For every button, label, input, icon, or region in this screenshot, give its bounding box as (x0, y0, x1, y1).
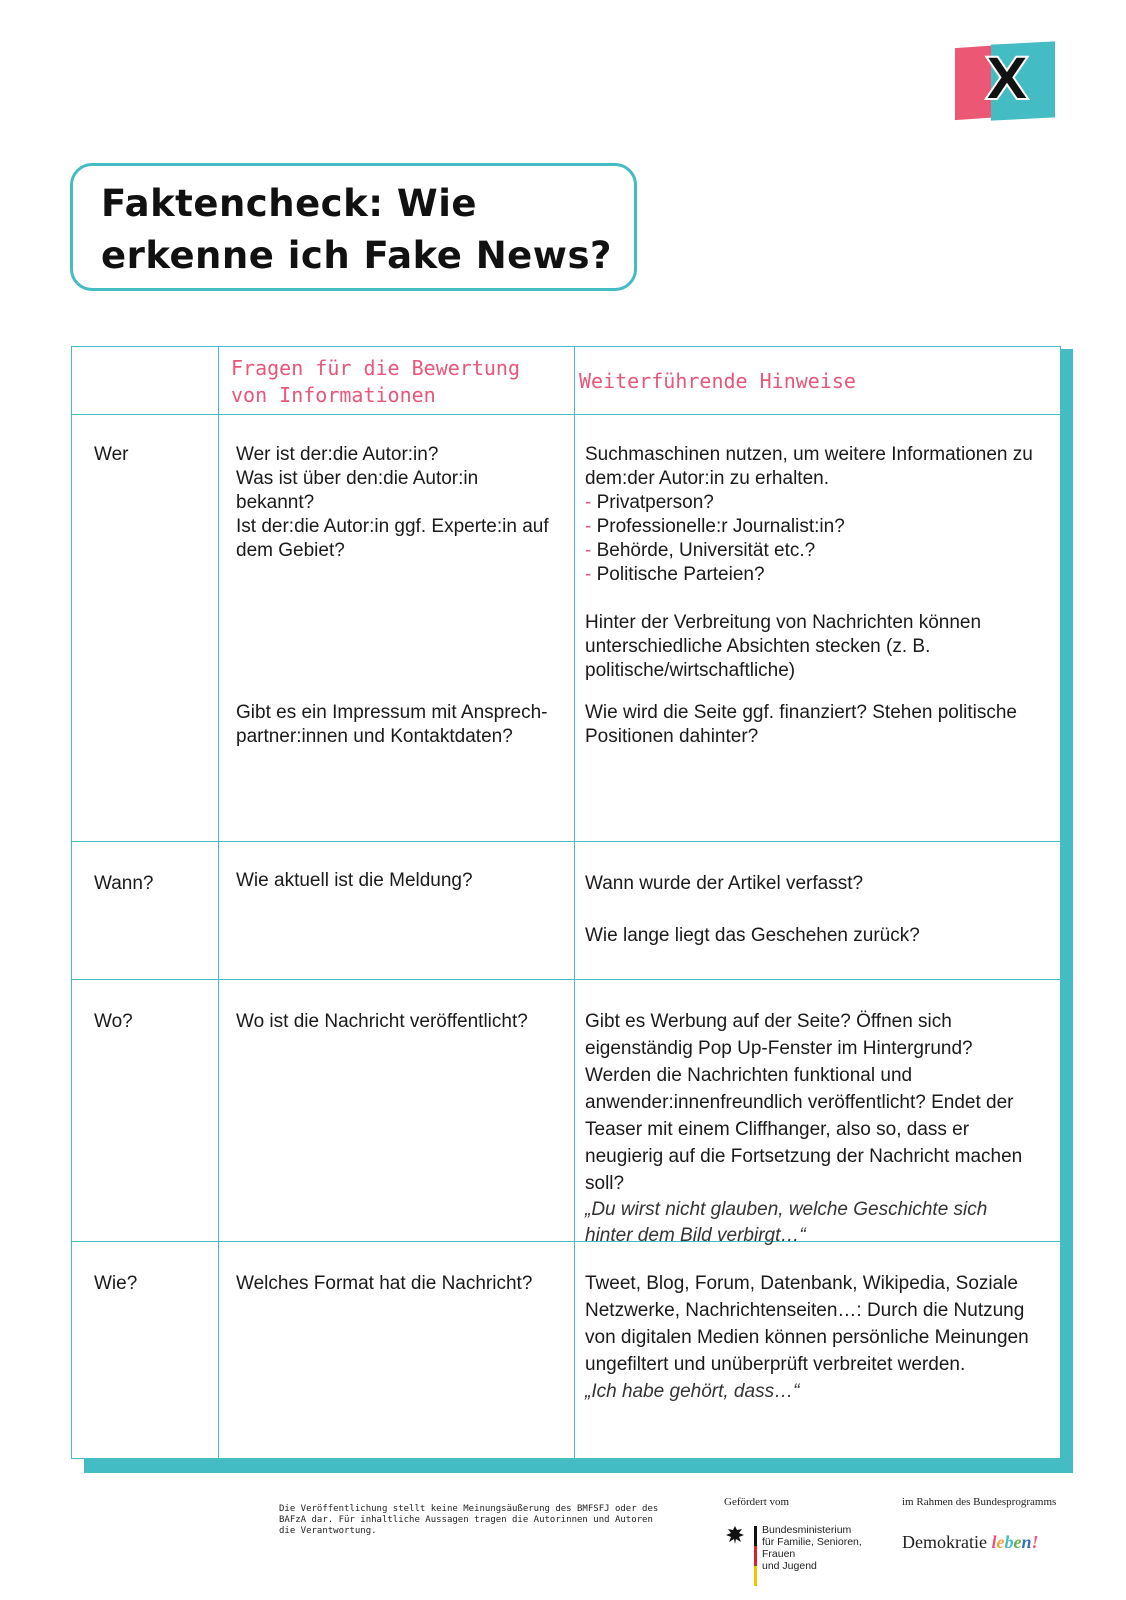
hint-text: Hinter der Verbreitung von Nachrichten können unterschiedliche Absichten stecken (z. B. politische/wirtschaftliche) (585, 612, 982, 681)
hint-text: Tweet, Blog, Forum, Datenbank, Wikipedia, Soziale Netzwerke, Nachrichtenseiten…: Durch die Nutzung von digitalen Medien können persönliche Meinungen ungefiltert und unüberprüft verbreitet werden. (585, 1273, 1029, 1375)
hint-quote: „Ich habe gehört, dass…“ (585, 1381, 800, 1402)
hint-text: Werden die Nachrichten funktional und anwender:innenfreundlich veröffentlicht? Endet der Teaser mit einem Cliffhanger, also so, dass er neugierig auf die Fortsetzung der Nachricht machen soll? (585, 1065, 1023, 1194)
ministry-logo (724, 1524, 894, 1594)
row-label: Wo? (94, 1011, 133, 1032)
question-text: Wo ist die Nachricht veröffentlicht? (236, 1011, 528, 1032)
disclaimer: Die Veröffentlichung stellt keine Meinungsäußerung des BMFSFJ oder des BAFzA dar. Für inhaltliche Aussagen tragen die Autorinnen und Autoren die Verantwortung. (279, 1504, 659, 1536)
hint-quote: „Du wirst nicht glauben, welche Geschichte sich hinter dem Bild verbirgt…“ (585, 1199, 988, 1246)
title-box (70, 163, 637, 291)
hint-bullet: - Politische Parteien? (585, 564, 765, 585)
logo-letter: X (984, 45, 1030, 113)
questions-cell (236, 443, 556, 563)
logo (955, 40, 1060, 125)
question-text: Wer ist der:die Autor:in? (236, 444, 439, 465)
table-row-wie (72, 1242, 1060, 1458)
table-header-row (72, 347, 1060, 415)
hints-cell (585, 1008, 1035, 1249)
question-text: Was ist über den:die Autor:in bekannt? (236, 468, 479, 513)
question-text: Gibt es ein Impressum mit Ansprech-partner:innen und Kontaktdaten? (236, 702, 548, 747)
hints-cell (585, 872, 1035, 948)
question-text: Wie aktuell ist die Meldung? (236, 870, 473, 891)
question-text: Ist der:die Autor:in ggf. Experte:in auf dem Gebiet? (236, 516, 549, 561)
page-title: Faktencheck: Wie erkenne ich Fake News? (101, 182, 612, 277)
fact-check-table (71, 346, 1061, 1459)
hints-cell (585, 1270, 1035, 1405)
header-questions: Fragen für die Bewertung von Informationen (231, 356, 520, 407)
hint-text: Suchmaschinen nutzen, um weitere Informationen zu dem:der Autor:in zu erhalten. (585, 444, 1033, 489)
sponsor-label: Gefördert vom (724, 1496, 790, 1508)
question-text: Welches Format hat die Nachricht? (236, 1273, 533, 1294)
header-hints: Weiterführende Hinweise (579, 369, 856, 393)
program-label: im Rahmen des Bundesprogramms (902, 1496, 1057, 1508)
hint-text: Wie lange liegt das Geschehen zurück? (585, 925, 920, 946)
hints-cell (585, 443, 1035, 683)
hint-text: Wann wurde der Artikel verfasst? (585, 873, 864, 894)
eagle-icon (724, 1524, 746, 1546)
hint-text: Wie wird die Seite ggf. finanziert? Stehen politische Positionen dahinter? (585, 702, 1017, 747)
table-row-wann (72, 842, 1060, 980)
ministry-name: Bundesministerium für Familie, Senioren, Frauen und Jugend (762, 1524, 862, 1572)
row-label: Wer (94, 444, 129, 465)
table-row-wo (72, 980, 1060, 1246)
table-row-wer (72, 415, 1060, 842)
hint-bullet: - Privatperson? (585, 492, 714, 513)
program-logo: Demokratie leben! (902, 1532, 1039, 1552)
flag-stripe (754, 1526, 757, 1586)
hint-bullet: - Behörde, Universität etc.? (585, 540, 816, 561)
hint-bullet: - Professionelle:r Journalist:in? (585, 516, 845, 537)
row-label: Wann? (94, 873, 154, 894)
row-label: Wie? (94, 1273, 138, 1294)
hint-text: Gibt es Werbung auf der Seite? Öffnen sich eigenständig Pop Up-Fenster im Hintergrund? (585, 1011, 973, 1059)
